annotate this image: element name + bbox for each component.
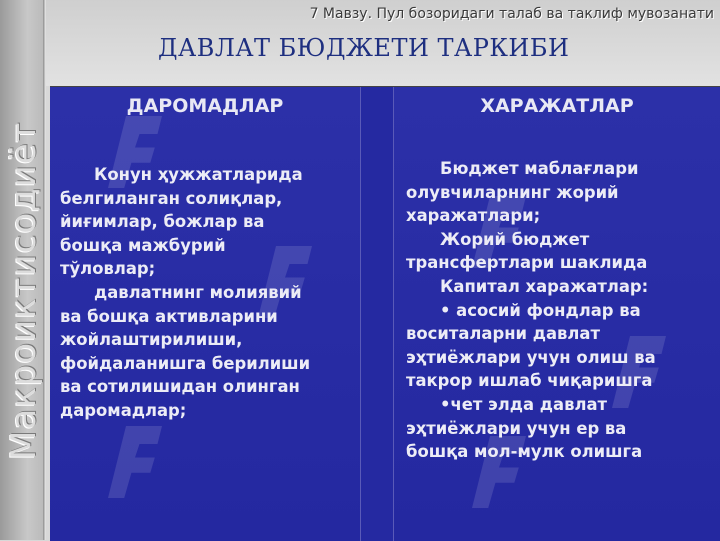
text-line: Капитал харажатлар: — [440, 276, 649, 296]
text-line: эҳтиёжлари учун ер ва — [406, 418, 627, 438]
text-line: бошқа мажбурий — [60, 235, 226, 255]
text-line: олувчиларнинг жорий — [406, 182, 619, 202]
text-line: Жорий бюджет — [440, 229, 590, 249]
text-line: трансфертлари шаклида — [406, 253, 648, 273]
text-line: такрор ишлаб чиқаришга — [406, 371, 653, 391]
text-line: Бюджет маблағлари — [440, 159, 639, 178]
expenses-heading: ХАРАЖАТЛАР — [480, 95, 634, 117]
text-line: •чет элда давлат — [440, 394, 608, 414]
slide-header — [46, 0, 720, 86]
logo-watermark — [90, 417, 180, 507]
text-line: ва бошқа активларини — [60, 306, 278, 326]
text-line: фойдаланишга берилиши — [60, 353, 311, 373]
revenue-column — [50, 87, 361, 541]
expenses-column — [394, 87, 720, 541]
text-line: тўловлар; — [60, 259, 156, 279]
text-line: жойлаштирилиши, — [60, 330, 243, 350]
budget-table — [50, 86, 720, 541]
text-line: бошқа мол-мулк олишга — [406, 442, 643, 462]
text-line: ва сотилишидан олинган — [60, 377, 300, 397]
page-title: ДАВЛАТ БЮДЖЕТИ ТАРКИБИ — [158, 34, 570, 62]
separator-column — [361, 87, 394, 541]
text-line: • асосий фондлар ва — [440, 300, 641, 320]
topic-caption: 7 Мавзу. Пул бозоридаги талаб ва таклиф мувозанати — [309, 6, 714, 22]
text-line: харажатлари; — [406, 206, 541, 226]
text-line: эҳтиёжлари учун олиш ва — [406, 347, 656, 367]
left-sidebar-band — [0, 0, 46, 540]
expenses-text — [406, 157, 656, 464]
text-line: даромадлар; — [60, 400, 187, 420]
text-line: давлатнинг молиявий — [94, 282, 302, 302]
revenue-heading: ДАРОМАДЛАР — [126, 95, 284, 117]
text-line: йиғимлар, божлар ва — [60, 212, 265, 232]
text-line: воситаларни давлат — [406, 324, 600, 344]
vertical-subject-label: Макроиктисодиёт — [4, 121, 44, 460]
text-line: белгиланган солиқлар, — [60, 188, 283, 208]
text-line: Конун ҳужжатларида — [94, 165, 303, 184]
revenue-text — [60, 163, 310, 423]
